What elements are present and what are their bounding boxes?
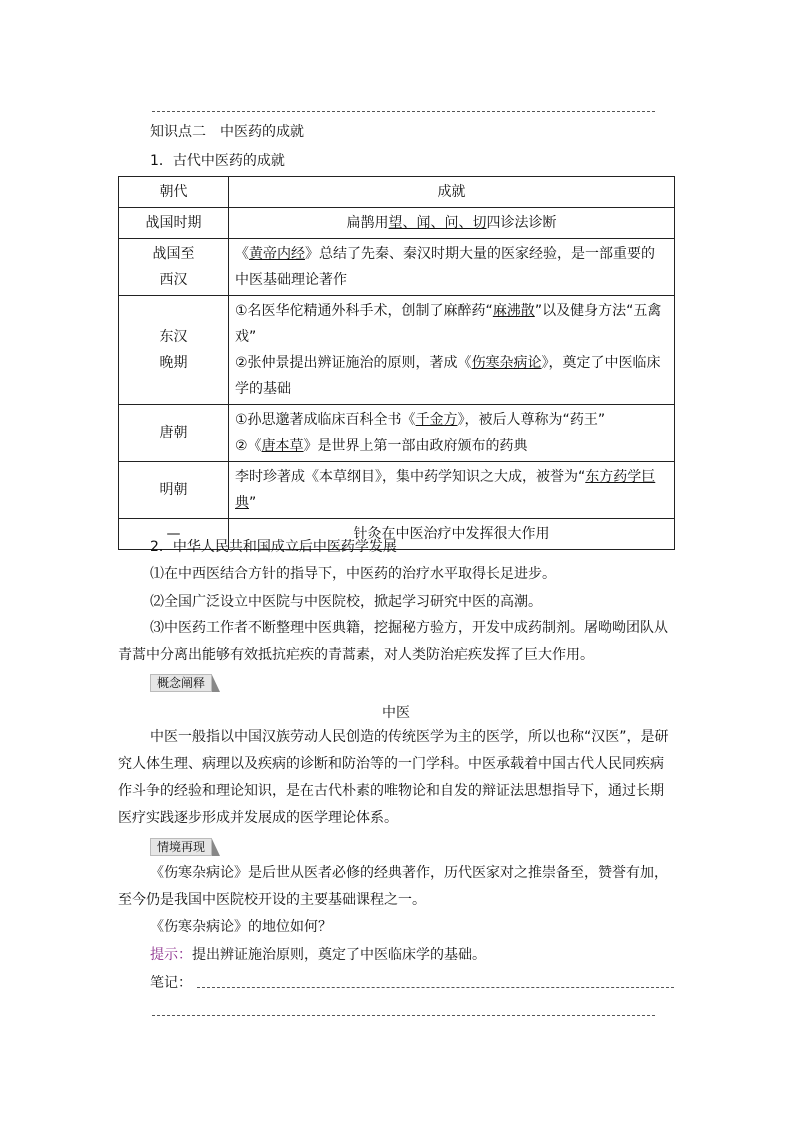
era-cell: 战国至 西汉: [119, 239, 229, 296]
era-cell: 战国时期: [119, 208, 229, 239]
concept-tag: 概念阐释: [150, 674, 212, 692]
era-cell: 唐朝: [119, 405, 229, 462]
scenario-tag: 情境再现: [150, 838, 212, 856]
achievement-cell: 针灸在中医治疗中发挥很大作用: [229, 519, 675, 550]
bottom-divider: [152, 1015, 655, 1016]
achievement-cell: ①孙思邈著成临床百科全书《千金方》，被后人尊称为“药王” ②《唐本草》是世界上第一部由政府颁布的药典: [229, 405, 675, 462]
achievement-cell: ①名医华佗精通外科手术，创制了麻醉药“麻沸散”以及健身方法“五禽戏” ②张仲景提出辨证施治的原则，著成《伤寒杂病论》，奠定了中医临床学的基础: [229, 296, 675, 405]
hint-label: 提示：: [150, 947, 192, 963]
achievement-cell: 扁鹊用望、闻、问、切四诊法诊断: [229, 208, 675, 239]
hint-line: [150, 945, 486, 965]
achievements-table: [118, 176, 675, 550]
paragraph-2: ⑵全国广泛设立中医院与中医院校，掀起学习研究中医的高潮。: [150, 594, 542, 610]
era-cell: 东汉 晚期: [119, 296, 229, 405]
question: 《伤寒杂病论》的地位如何？: [150, 919, 332, 935]
paragraph-1: ⑴在中西医结合方针的指导下，中医药的治疗水平取得长足进步。: [150, 566, 556, 582]
subheading-ancient: 1．古代中医药的成就: [150, 153, 285, 169]
scenario-text: 《伤寒杂病论》是后世从医者必修的经典著作，历代医家对之推崇备至，赞誉有加，至今仍是我国中医院校开设的主要基础课程之一。: [118, 865, 668, 908]
concept-text: 中医一般指以中国汉族劳动人民创造的传统医学为主的医学，所以也称“汉医”，是研究人体生理、病理以及疾病的诊断和防治等的一门学科。中医承载着中国古代人民同疾病作斗争的经验和理论知识，是在古代朴素的唯物论和自发的辩证法思想指导下，通过长期医疗实践逐步形成并发展成的医学理论体系。: [118, 729, 669, 826]
era-cell: 明朝: [119, 462, 229, 519]
header-era: 朝代: [119, 177, 229, 208]
achievement-cell: 李时珍著成《本草纲目》，集中药学知识之大成，被誉为“东方药学巨典”: [229, 462, 675, 519]
notes-label: 笔记：: [150, 975, 192, 991]
table-row: [119, 239, 675, 296]
paragraph-3: ⑶中医药工作者不断整理中医典籍，挖掘秘方验方，开发中成药制剂。屠呦呦团队从青蒿中分离出能够有效抵抗疟疾的青蒿素，对人类防治疟疾发挥了巨大作用。: [118, 620, 668, 663]
subheading-modern: 2．中华人民共和国成立后中医药学发展: [150, 539, 397, 555]
achievement-cell: 《黄帝内经》总结了先秦、秦汉时期大量的医家经验，是一部重要的中医基础理论著作: [229, 239, 675, 296]
hint-text: 提出辨证施治原则，奠定了中医临床学的基础。: [192, 947, 486, 963]
concept-title: 中医: [382, 705, 410, 721]
table-row: [119, 405, 675, 462]
table-row: [119, 462, 675, 519]
era-cell: —: [119, 519, 229, 550]
top-divider: [152, 111, 655, 112]
table-row: [119, 296, 675, 405]
table-header-row: [119, 177, 675, 208]
notes-line: [197, 987, 674, 988]
section-title: 知识点二 中医药的成就: [150, 124, 304, 140]
table-row: [119, 208, 675, 239]
header-achievement: 成就: [229, 177, 675, 208]
